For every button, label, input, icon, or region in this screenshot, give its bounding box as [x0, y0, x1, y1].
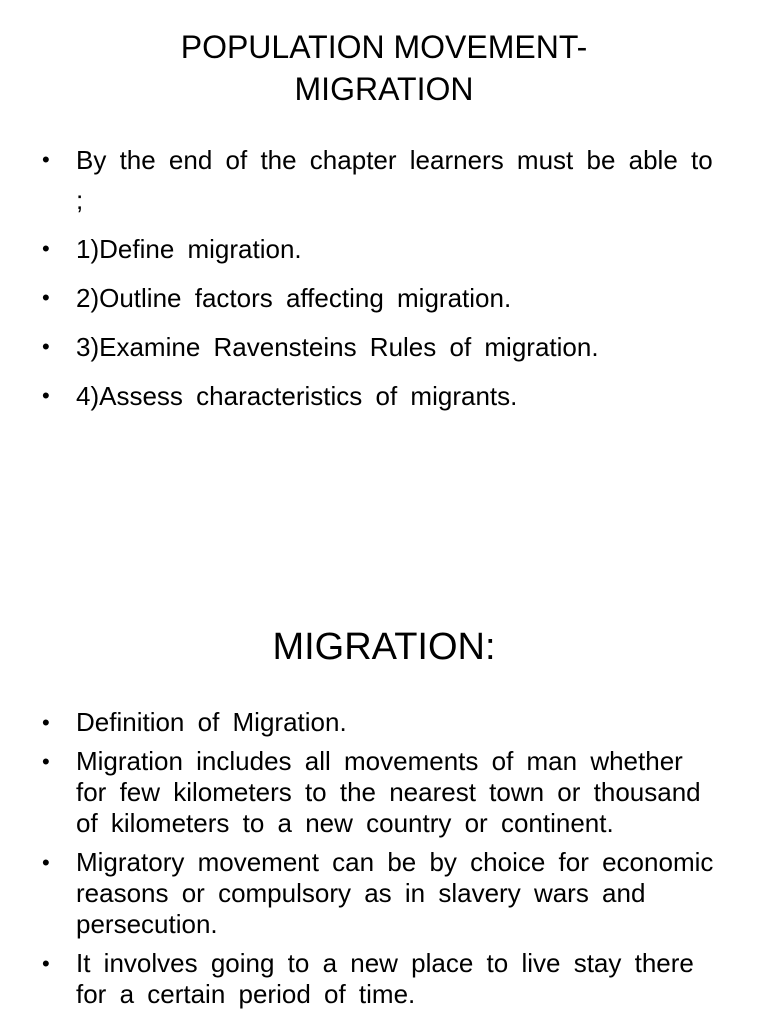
bullet-text: 3)Examine Ravensteins Rules of migration.: [76, 332, 599, 362]
bullet-text: 4)Assess characteristics of migrants.: [76, 381, 518, 411]
objectives-list: [42, 140, 722, 425]
bullet-text: By the end of the chapter learners must be able to ;: [76, 145, 713, 215]
list-item: [42, 327, 722, 367]
list-item: [42, 376, 722, 416]
bullet-icon: •: [42, 285, 50, 310]
slide-title-migration: MIGRATION:: [272, 626, 496, 668]
bullet-icon: •: [42, 147, 50, 172]
bullet-icon: •: [42, 383, 50, 408]
bullet-text: Migratory movement can be by choice for economic reasons or compulsory as in slavery wars and persecution.: [76, 847, 714, 939]
bullet-text: 1)Define migration.: [76, 234, 302, 264]
list-item: [42, 707, 722, 738]
list-item: [42, 746, 722, 839]
bullet-icon: •: [42, 334, 50, 359]
list-item: [42, 278, 722, 318]
bullet-text: Migration includes all movements of man whether for few kilometers to the nearest town or thousand of kilometers to a new country or continent.: [76, 746, 701, 838]
bullet-text: Definition of Migration.: [76, 707, 347, 737]
list-item: [42, 229, 722, 269]
list-item: [42, 140, 722, 220]
list-item: [42, 847, 722, 940]
bullet-icon: •: [42, 236, 50, 261]
list-item: [42, 948, 722, 1010]
bullet-icon: •: [42, 850, 50, 875]
slide-title-objectives: [60, 27, 708, 110]
title-line-2: MIGRATION: [294, 70, 474, 107]
bullet-text: It involves going to a new place to live stay there for a certain period of time.: [76, 948, 694, 1009]
migration-list: [42, 707, 722, 1018]
title-line-1: POPULATION MOVEMENT-: [180, 29, 588, 65]
slide-migration: [0, 512, 768, 1024]
bullet-icon: •: [42, 951, 50, 976]
bullet-text: 2)Outline factors affecting migration.: [76, 283, 512, 313]
bullet-icon: •: [42, 749, 50, 774]
bullet-icon: •: [42, 710, 50, 735]
